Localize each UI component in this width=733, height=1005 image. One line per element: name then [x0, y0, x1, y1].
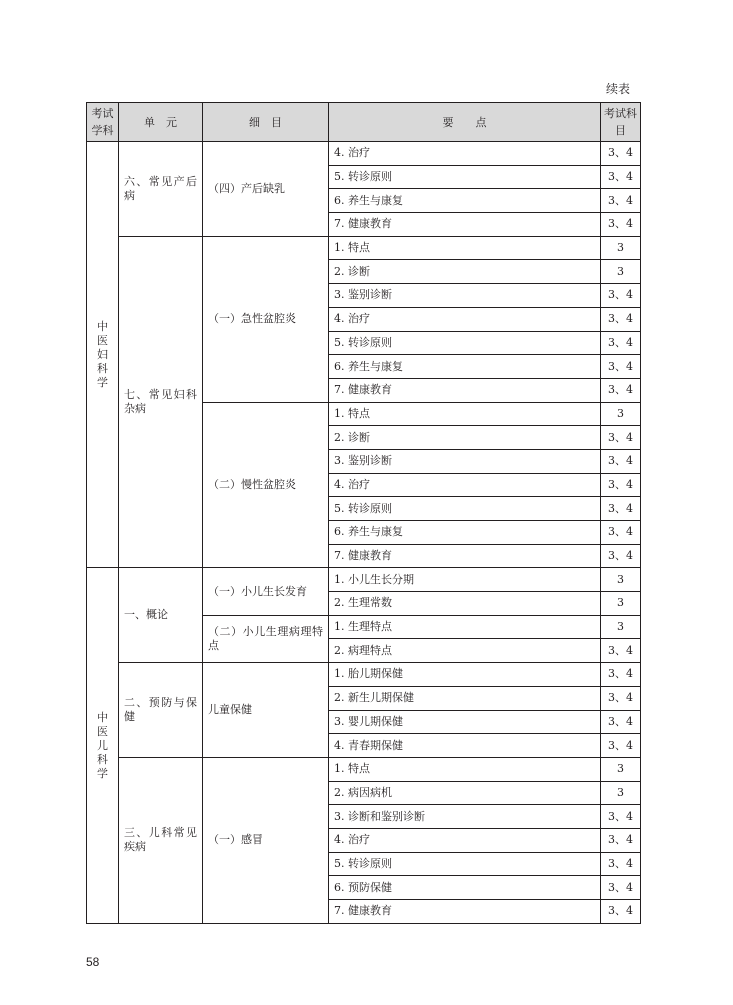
point-cell: 6. 养生与康复 [329, 521, 601, 545]
subject-cell: 中医儿科学 [87, 568, 119, 923]
point-cell: 6. 养生与康复 [329, 355, 601, 379]
exam-code-cell: 3 [601, 260, 641, 284]
exam-code-cell: 3、4 [601, 449, 641, 473]
exam-outline-table [86, 102, 641, 924]
exam-code-cell: 3、4 [601, 710, 641, 734]
point-cell: 5. 转诊原则 [329, 165, 601, 189]
exam-code-cell: 3 [601, 402, 641, 426]
exam-code-cell: 3、4 [601, 189, 641, 213]
exam-code-cell: 3、4 [601, 639, 641, 663]
point-cell: 7. 健康教育 [329, 544, 601, 568]
header-point: 要 点 [329, 103, 601, 142]
table-row [87, 757, 641, 781]
point-cell: 2. 生理常数 [329, 592, 601, 616]
exam-code-cell: 3、4 [601, 307, 641, 331]
header-code: 考试科目 [601, 103, 641, 142]
detail-cell: （二）慢性盆腔炎 [203, 402, 329, 568]
exam-code-cell: 3、4 [601, 378, 641, 402]
exam-code-cell: 3、4 [601, 828, 641, 852]
detail-cell: （二）小儿生理病理特点 [203, 615, 329, 662]
table-row [87, 142, 641, 166]
unit-cell: 二、预防与保健 [119, 663, 203, 758]
table-row [87, 663, 641, 687]
exam-code-cell: 3 [601, 592, 641, 616]
exam-code-cell: 3 [601, 615, 641, 639]
exam-code-cell: 3 [601, 781, 641, 805]
detail-cell: （四）产后缺乳 [203, 142, 329, 237]
point-cell: 3. 鉴别诊断 [329, 284, 601, 308]
point-cell: 1. 特点 [329, 757, 601, 781]
exam-code-cell: 3、4 [601, 900, 641, 924]
exam-code-cell: 3、4 [601, 355, 641, 379]
point-cell: 4. 治疗 [329, 828, 601, 852]
point-cell: 1. 特点 [329, 236, 601, 260]
point-cell: 4. 治疗 [329, 307, 601, 331]
exam-code-cell: 3 [601, 568, 641, 592]
exam-code-cell: 3、4 [601, 284, 641, 308]
point-cell: 1. 胎儿期保健 [329, 663, 601, 687]
detail-cell: （一）急性盆腔炎 [203, 236, 329, 402]
header-unit: 单 元 [119, 103, 203, 142]
unit-cell: 三、儿科常见疾病 [119, 757, 203, 923]
point-cell: 7. 健康教育 [329, 900, 601, 924]
table-body [87, 142, 641, 924]
exam-code-cell: 3、4 [601, 686, 641, 710]
point-cell: 5. 转诊原则 [329, 331, 601, 355]
exam-code-cell: 3、4 [601, 142, 641, 166]
point-cell: 7. 健康教育 [329, 213, 601, 237]
header-subject: 考试学科 [87, 103, 119, 142]
page-number: 58 [86, 955, 100, 969]
table-row [87, 568, 641, 592]
exam-code-cell: 3、4 [601, 663, 641, 687]
point-cell: 6. 预防保健 [329, 876, 601, 900]
unit-cell: 六、常见产后病 [119, 142, 203, 237]
header-detail: 细 目 [203, 103, 329, 142]
point-cell: 6. 养生与康复 [329, 189, 601, 213]
subject-cell: 中医妇科学 [87, 142, 119, 568]
unit-cell: 一、概论 [119, 568, 203, 663]
table-row [87, 236, 641, 260]
exam-code-cell: 3 [601, 236, 641, 260]
point-cell: 2. 诊断 [329, 260, 601, 284]
point-cell: 3. 诊断和鉴别诊断 [329, 805, 601, 829]
exam-code-cell: 3、4 [601, 852, 641, 876]
point-cell: 2. 病因病机 [329, 781, 601, 805]
point-cell: 4. 青春期保健 [329, 734, 601, 758]
point-cell: 5. 转诊原则 [329, 852, 601, 876]
exam-code-cell: 3、4 [601, 497, 641, 521]
exam-code-cell: 3、4 [601, 165, 641, 189]
exam-code-cell: 3、4 [601, 473, 641, 497]
detail-cell: （一）小儿生长发育 [203, 568, 329, 615]
point-cell: 5. 转诊原则 [329, 497, 601, 521]
exam-code-cell: 3、4 [601, 876, 641, 900]
point-cell: 2. 诊断 [329, 426, 601, 450]
exam-code-cell: 3、4 [601, 805, 641, 829]
detail-cell: 儿童保健 [203, 663, 329, 758]
detail-cell: （一）感冒 [203, 757, 329, 923]
point-cell: 2. 病理特点 [329, 639, 601, 663]
point-cell: 3. 鉴别诊断 [329, 449, 601, 473]
exam-code-cell: 3、4 [601, 213, 641, 237]
unit-cell: 七、常见妇科杂病 [119, 236, 203, 568]
exam-code-cell: 3、4 [601, 331, 641, 355]
point-cell: 3. 婴儿期保健 [329, 710, 601, 734]
exam-code-cell: 3、4 [601, 521, 641, 545]
point-cell: 1. 特点 [329, 402, 601, 426]
point-cell: 7. 健康教育 [329, 378, 601, 402]
exam-code-cell: 3、4 [601, 734, 641, 758]
point-cell: 1. 小儿生长分期 [329, 568, 601, 592]
continued-label: 续表 [605, 82, 630, 96]
point-cell: 2. 新生儿期保健 [329, 686, 601, 710]
exam-code-cell: 3、4 [601, 544, 641, 568]
point-cell: 4. 治疗 [329, 142, 601, 166]
point-cell: 4. 治疗 [329, 473, 601, 497]
exam-code-cell: 3、4 [601, 426, 641, 450]
exam-code-cell: 3 [601, 757, 641, 781]
table-header-row [87, 103, 641, 142]
point-cell: 1. 生理特点 [329, 615, 601, 639]
